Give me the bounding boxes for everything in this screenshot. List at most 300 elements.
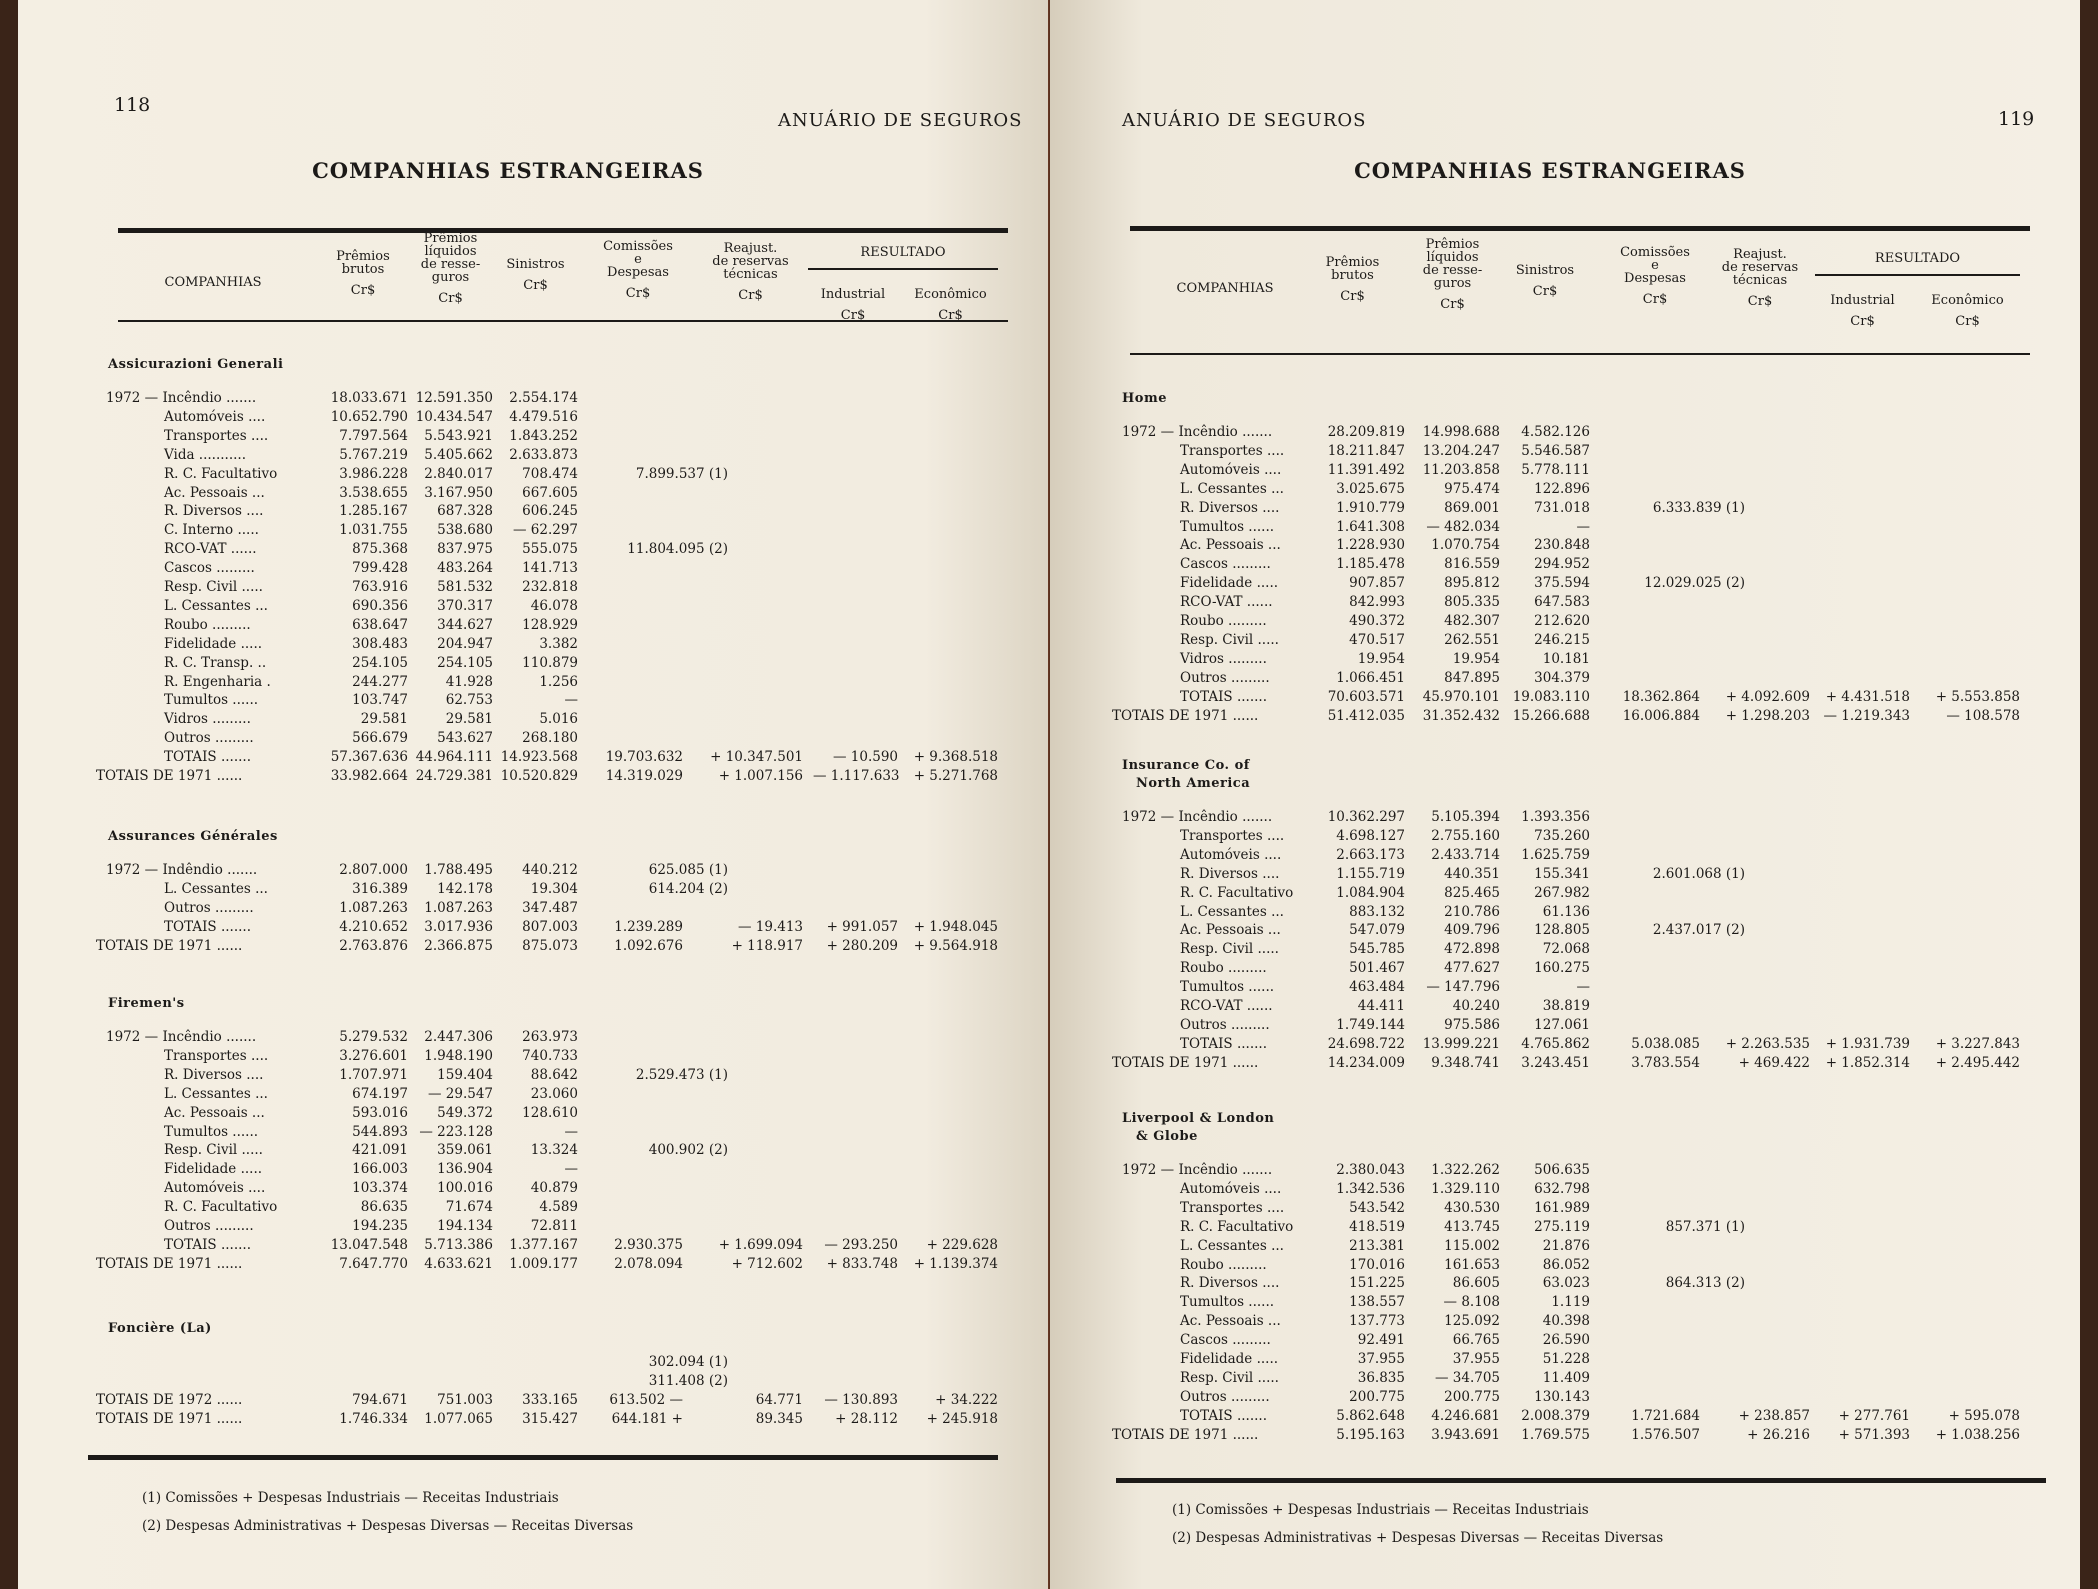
cell-c1: 1.228.930 <box>1336 537 1405 554</box>
right-page-content <box>1050 0 2080 1589</box>
row-label: R. Diversos .... <box>1180 1275 1280 1292</box>
row-label: C. Interno ..... <box>164 522 259 539</box>
row-label: TOTAIS DE 1971 ...... <box>1112 1426 1259 1443</box>
cell-c2: 1.329.110 <box>1431 1180 1500 1197</box>
table-row <box>18 900 1048 919</box>
cell-c1: 194.235 <box>352 1218 408 1234</box>
cell-c3: 1.009.177 <box>509 1255 578 1272</box>
cell-c1: 19.954 <box>1357 650 1405 667</box>
cell-c4: 7.899.537 (1) <box>635 465 728 482</box>
header-industrial: Industrial Cr$ <box>1830 293 1895 329</box>
cell-c2: 24.729.381 <box>415 768 493 784</box>
row-label: TOTAIS ....... <box>164 918 251 935</box>
cell-c1: 18.033.671 <box>330 390 408 406</box>
cell-c1: 3.025.675 <box>1336 480 1405 497</box>
cell-c3: 3.382 <box>539 635 578 652</box>
cell-c3: — <box>564 1161 578 1178</box>
cell-c3: 110.879 <box>522 654 578 671</box>
row-label: TOTAIS ....... <box>164 1236 251 1253</box>
left-page-content <box>18 0 1048 1589</box>
cell-c3: — <box>564 1123 578 1140</box>
footnote: (2) Despesas Administrativas + Despesas Diversas — Receitas Diversas <box>1172 1530 1664 1546</box>
cell-c2: 66.765 <box>1452 1332 1500 1349</box>
row-label: Resp. Civil ..... <box>164 579 263 595</box>
header-resultado: RESULTADO <box>860 245 946 260</box>
table-row <box>1050 809 2080 828</box>
table-row <box>1050 1408 2080 1427</box>
cell-c6: — 1.219.343 <box>1823 707 1910 724</box>
table-row <box>1050 1351 2080 1370</box>
cell-c4: 2.078.094 <box>614 1255 683 1272</box>
cell-c6: + 4.431.518 <box>1825 688 1910 705</box>
row-label: R. C. Facultativo <box>164 1199 278 1216</box>
table-row <box>18 730 1048 749</box>
row-label: R. C. Facultativo <box>164 465 278 482</box>
company-name <box>108 1320 212 1338</box>
table-row <box>1050 1219 2080 1238</box>
cell-c5: + 469.422 <box>1738 1054 1810 1071</box>
row-label: RCO-VAT ...... <box>1180 594 1273 611</box>
cell-c2: 687.328 <box>437 503 493 520</box>
cell-c2: 29.581 <box>445 711 493 728</box>
cell-c3: 294.952 <box>1534 556 1590 573</box>
cell-c2: 3.017.936 <box>424 918 493 935</box>
cell-c2: — 34.705 <box>1434 1369 1500 1386</box>
cell-c4: 14.319.029 <box>605 768 683 784</box>
cell-c3: 26.590 <box>1542 1332 1590 1349</box>
cell-c4: 16.006.884 <box>1622 707 1700 724</box>
table-row <box>18 1142 1048 1161</box>
table-header-rule <box>1130 353 2030 355</box>
table-row <box>1050 1055 2080 1074</box>
cell-c2: 538.680 <box>437 522 493 539</box>
cell-c1: 1.707.971 <box>339 1066 408 1083</box>
cell-c2: 4.246.681 <box>1431 1407 1500 1424</box>
cell-c2: 161.653 <box>1444 1256 1500 1273</box>
cell-c3: 4.582.126 <box>1521 424 1590 440</box>
row-label: 1972 — Indêndio ....... <box>106 862 258 878</box>
row-label: Outros ......... <box>164 899 254 916</box>
cell-c2: 1.077.065 <box>424 1410 493 1427</box>
header-premios-liquidos: Prêmios líquidos de resse- guros Cr$ <box>1422 237 1483 312</box>
row-label: L. Cessantes ... <box>1180 903 1284 920</box>
cell-c1: 5.279.532 <box>339 1029 408 1045</box>
cell-c3: 267.982 <box>1534 884 1590 901</box>
header-comissoes: Comissões e Despesas Cr$ <box>1620 245 1690 307</box>
cell-c3: 141.713 <box>522 560 578 577</box>
cell-c3: 875.073 <box>522 937 578 954</box>
cell-c3: 4.479.516 <box>509 408 578 425</box>
row-label: 1972 — Incêndio ....... <box>106 1029 257 1045</box>
row-label: Roubo ......... <box>164 616 251 633</box>
row-label: Fidelidade ..... <box>1180 1351 1279 1367</box>
row-label: Tumultos ...... <box>1180 518 1275 535</box>
cell-c1: 544.893 <box>352 1123 408 1140</box>
cell-c1: 28.209.819 <box>1327 424 1405 440</box>
row-label: R. Diversos .... <box>164 503 264 520</box>
cell-c1: 5.195.163 <box>1336 1426 1405 1443</box>
cell-c3: 232.818 <box>522 579 578 595</box>
cell-c6: + 280.209 <box>826 937 898 954</box>
cell-c3: 1.843.252 <box>509 427 578 444</box>
header-reajust: Reajust. de reservas técnicas Cr$ <box>1721 247 1799 309</box>
row-label: TOTAIS DE 1971 ...... <box>1112 1054 1259 1071</box>
cell-c6: — 1.117.633 <box>813 768 900 784</box>
cell-c2: 1.322.262 <box>1431 1162 1500 1178</box>
cell-c3: 19.304 <box>530 880 578 897</box>
row-label: Vidros ......... <box>1180 650 1267 667</box>
cell-c2: 482.307 <box>1444 613 1500 629</box>
row-label: R. Diversos .... <box>1180 499 1280 516</box>
row-label: Ac. Pessoais ... <box>1180 922 1281 939</box>
table-row <box>18 692 1048 711</box>
cell-c4: 614.204 (2) <box>648 880 728 897</box>
cell-c1: 566.679 <box>352 730 408 747</box>
cell-c3: — <box>1576 518 1590 535</box>
cell-c3: 2.554.174 <box>509 390 578 406</box>
cell-c6: + 277.761 <box>1838 1407 1910 1424</box>
cell-c1: 470.517 <box>1349 631 1405 648</box>
cell-c5: + 712.602 <box>731 1255 803 1272</box>
table-row <box>1050 443 2080 462</box>
cell-c1: 166.003 <box>352 1161 408 1178</box>
table-row <box>1050 960 2080 979</box>
cell-c2: 2.755.160 <box>1431 827 1500 844</box>
cell-c1: 86.635 <box>360 1199 408 1216</box>
cell-c2: 125.092 <box>1444 1313 1500 1330</box>
cell-c2: 200.775 <box>1444 1388 1500 1405</box>
cell-c1: 3.276.601 <box>339 1047 408 1064</box>
header-premios-liquidos: Prêmios líquidos de resse- guros Cr$ <box>420 231 481 306</box>
cell-c2: 1.948.190 <box>424 1047 493 1064</box>
cell-c3: 1.393.356 <box>1521 809 1590 825</box>
cell-c2: 1.788.495 <box>424 862 493 878</box>
cell-c3: 86.052 <box>1542 1256 1590 1273</box>
cell-c2: 472.898 <box>1444 941 1500 958</box>
cell-c2: 2.366.875 <box>424 937 493 954</box>
table-row <box>18 409 1048 428</box>
cell-c4: 1.239.289 <box>614 918 683 935</box>
cell-c3: 130.143 <box>1534 1388 1590 1405</box>
header-companhias: COMPANHIAS <box>1176 281 1274 296</box>
cell-c2: 254.105 <box>437 654 493 671</box>
row-label: Outros ......... <box>1180 1016 1270 1033</box>
cell-c2: 31.352.432 <box>1422 707 1500 724</box>
cell-c1: 543.542 <box>1349 1199 1405 1216</box>
cell-c6: + 1.852.314 <box>1825 1054 1910 1071</box>
cell-c2: 975.586 <box>1444 1016 1500 1033</box>
cell-c3: 122.896 <box>1534 480 1590 497</box>
footnote: (2) Despesas Administrativas + Despesas Diversas — Receitas Diversas <box>142 1518 634 1534</box>
table-row <box>1050 941 2080 960</box>
company-name-line: Assurances Générales <box>108 829 278 844</box>
cell-c1: 501.467 <box>1349 960 1405 977</box>
row-label: TOTAIS DE 1971 ...... <box>96 937 243 954</box>
cell-c3: 347.487 <box>522 899 578 916</box>
cell-c4: 3.783.554 <box>1631 1054 1700 1071</box>
row-label: Resp. Civil ..... <box>1180 631 1279 648</box>
cell-c3: 1.377.167 <box>509 1236 578 1253</box>
cell-c2: 409.796 <box>1444 922 1500 939</box>
cell-c1: 1.641.308 <box>1336 518 1405 535</box>
cell-c2: 86.605 <box>1452 1275 1500 1292</box>
cell-c5: + 10.347.501 <box>710 749 803 766</box>
row-label: Fidelidade ..... <box>1180 575 1279 592</box>
cell-c3: 2.008.379 <box>1521 1407 1590 1424</box>
cell-c1: 170.016 <box>1349 1256 1405 1273</box>
cell-c6: + 28.112 <box>835 1410 898 1427</box>
table-row <box>18 919 1048 938</box>
cell-c5: + 1.298.203 <box>1725 707 1810 724</box>
cell-c7: + 2.495.442 <box>1935 1054 2020 1071</box>
cell-c3: 63.023 <box>1542 1275 1590 1292</box>
company-name-line: Liverpool & London <box>1122 1111 1275 1126</box>
cell-c2: 1.087.263 <box>424 899 493 916</box>
row-label: Transportes .... <box>1180 1199 1285 1216</box>
cell-c1: 1.031.755 <box>339 522 408 539</box>
cell-c2: 14.998.688 <box>1422 424 1500 440</box>
cell-c3: 5.778.111 <box>1521 461 1590 478</box>
cell-c2: 19.954 <box>1452 650 1500 667</box>
row-label: Roubo ......... <box>1180 1256 1267 1273</box>
row-label: TOTAIS DE 1971 ...... <box>96 1255 243 1272</box>
page-title: COMPANHIAS ESTRANGEIRAS <box>312 158 704 183</box>
row-label: R. C. Facultativo <box>1180 884 1294 901</box>
cell-c2: 440.351 <box>1444 865 1500 882</box>
row-label: R. Diversos .... <box>164 1066 264 1083</box>
cell-c6: — 10.590 <box>832 749 898 766</box>
table-row <box>18 1218 1048 1237</box>
cell-c2: 825.465 <box>1444 884 1500 901</box>
row-label: Roubo ......... <box>1180 613 1267 629</box>
cell-c3: 731.018 <box>1534 499 1590 516</box>
cell-c1: 2.763.876 <box>339 937 408 954</box>
table-row <box>18 503 1048 522</box>
cell-c2: 895.812 <box>1444 575 1500 592</box>
cell-c3: 268.180 <box>522 730 578 747</box>
table-row <box>18 1237 1048 1256</box>
row-label: RCO-VAT ...... <box>1180 998 1273 1014</box>
table-row <box>18 1411 1048 1430</box>
cell-c1: 674.197 <box>352 1085 408 1102</box>
table-row <box>1050 979 2080 998</box>
cell-c2: 3.943.691 <box>1431 1426 1500 1443</box>
header-sinistros: Sinistros Cr$ <box>1515 263 1575 299</box>
cell-c2: — 29.547 <box>427 1085 493 1102</box>
cell-c3: 13.324 <box>530 1142 578 1159</box>
cell-c3: 23.060 <box>530 1085 578 1102</box>
cell-c6: + 571.393 <box>1838 1426 1910 1443</box>
table-row <box>1050 519 2080 538</box>
cell-c3: 19.083.110 <box>1512 688 1590 705</box>
table-row <box>18 881 1048 900</box>
table-row <box>18 1105 1048 1124</box>
cell-c1: 7.647.770 <box>339 1255 408 1272</box>
cell-c3: 128.929 <box>522 616 578 633</box>
cell-c4: 311.408 (2) <box>648 1372 728 1389</box>
table-row <box>1050 1200 2080 1219</box>
cell-c3: 740.733 <box>522 1047 578 1064</box>
table-row <box>1050 828 2080 847</box>
cell-c3: 160.275 <box>1534 960 1590 977</box>
table-row <box>1050 1389 2080 1408</box>
cell-c2: — 482.034 <box>1426 518 1500 535</box>
cell-c5: + 1.007.156 <box>718 768 803 784</box>
cell-c2: 477.627 <box>1444 960 1500 977</box>
cell-c1: 842.993 <box>1349 594 1405 611</box>
row-label: Cascos ......... <box>1180 1332 1271 1349</box>
cell-c4: 1.092.676 <box>614 937 683 954</box>
cell-c2: — 147.796 <box>1426 979 1500 996</box>
cell-c3: 647.583 <box>1534 594 1590 611</box>
cell-c2: 142.178 <box>437 880 493 897</box>
row-label: L. Cessantes ... <box>1180 480 1284 497</box>
cell-c1: 1.185.478 <box>1336 556 1405 573</box>
cell-c1: 18.211.847 <box>1327 442 1405 459</box>
company-name-line: Firemen's <box>108 996 185 1011</box>
cell-c3: 230.848 <box>1534 537 1590 554</box>
page-number: 119 <box>1998 108 2035 130</box>
table-row <box>18 1067 1048 1086</box>
header-premios-brutos: Prêmios brutos Cr$ <box>1325 255 1380 304</box>
row-label: Cascos ......... <box>164 560 255 577</box>
cell-c7: + 5.271.768 <box>913 768 998 784</box>
row-label: Tumultos ...... <box>1180 979 1275 996</box>
cell-c2: 12.591.350 <box>415 390 493 406</box>
table-row <box>1050 1017 2080 1036</box>
footnote-rule <box>1116 1478 2046 1483</box>
cell-c2: 359.061 <box>437 1142 493 1159</box>
cell-c2: 869.001 <box>1444 499 1500 516</box>
cell-c3: 4.589 <box>539 1199 578 1216</box>
cell-c1: 14.234.009 <box>1327 1054 1405 1071</box>
table-row <box>1050 1313 2080 1332</box>
cell-c2: 2.447.306 <box>424 1029 493 1045</box>
cell-c1: 137.773 <box>1349 1313 1405 1330</box>
table-row <box>18 1392 1048 1411</box>
cell-c3: — <box>564 692 578 709</box>
row-label: R. Diversos .... <box>1180 865 1280 882</box>
table-row <box>18 598 1048 617</box>
table-row <box>18 522 1048 541</box>
cell-c4: 1.576.507 <box>1631 1426 1700 1443</box>
cell-c1: 1.087.263 <box>339 899 408 916</box>
table-row <box>18 617 1048 636</box>
cell-c7: + 5.553.858 <box>1935 688 2020 705</box>
cell-c2: 37.955 <box>1452 1351 1500 1367</box>
row-label: TOTAIS ....... <box>164 749 251 766</box>
cell-c5: + 4.092.609 <box>1725 688 1810 705</box>
row-label: Automóveis .... <box>1180 846 1282 863</box>
header-resultado: RESULTADO <box>1874 251 1961 266</box>
row-label: Cascos ......... <box>1180 556 1271 573</box>
cell-c1: 29.581 <box>360 711 408 728</box>
cell-c1: 690.356 <box>352 597 408 614</box>
table-row <box>18 466 1048 485</box>
footnote: (1) Comissões + Despesas Industriais — Receitas Industriais <box>1172 1502 1589 1518</box>
cell-c1: 547.079 <box>1349 922 1405 939</box>
table-row <box>18 711 1048 730</box>
table-row <box>1050 424 2080 443</box>
cell-c1: 7.797.564 <box>339 427 408 444</box>
cell-c4: 12.029.025 (2) <box>1644 575 1745 592</box>
cell-c3: 3.243.451 <box>1521 1054 1590 1071</box>
table-row <box>1050 632 2080 651</box>
table-row <box>1050 481 2080 500</box>
cell-c5: + 118.917 <box>731 937 803 954</box>
cell-c5: + 238.857 <box>1738 1407 1810 1424</box>
table-row <box>18 655 1048 674</box>
cell-c3: 212.620 <box>1534 613 1590 629</box>
table-row <box>1050 847 2080 866</box>
table-row <box>1050 651 2080 670</box>
cell-c1: 799.428 <box>352 560 408 577</box>
cell-c3: 127.061 <box>1534 1016 1590 1033</box>
cell-c1: 2.807.000 <box>339 862 408 878</box>
cell-c1: 545.785 <box>1349 941 1405 958</box>
cell-c1: 138.557 <box>1349 1294 1405 1311</box>
cell-c4: 2.930.375 <box>614 1236 683 1253</box>
cell-c1: 490.372 <box>1349 613 1405 629</box>
row-label: R. C. Transp. .. <box>164 654 267 671</box>
table-top-rule <box>1130 226 2030 231</box>
cell-c2: 816.559 <box>1444 556 1500 573</box>
cell-c3: 88.642 <box>530 1066 578 1083</box>
footnote: (1) Comissões + Despesas Industriais — Receitas Industriais <box>142 1490 559 1506</box>
cell-c2: — 223.128 <box>419 1123 493 1140</box>
company-name-line: Home <box>1122 391 1167 406</box>
cell-c2: 413.745 <box>1444 1218 1500 1235</box>
table-row <box>1050 866 2080 885</box>
cell-c4: 5.038.085 <box>1631 1035 1700 1052</box>
cell-c2: 136.904 <box>437 1161 493 1178</box>
cell-c4: 11.804.095 (2) <box>627 541 728 558</box>
cell-c2: 41.928 <box>445 673 493 690</box>
table-row <box>18 1086 1048 1105</box>
cell-c3: 155.341 <box>1534 865 1590 882</box>
cell-c1: 1.910.779 <box>1336 499 1405 516</box>
table-row <box>1050 594 2080 613</box>
cell-c2: 159.404 <box>437 1066 493 1083</box>
cell-c7: + 9.368.518 <box>913 749 998 766</box>
table-row <box>1050 708 2080 727</box>
cell-c3: 632.798 <box>1534 1180 1590 1197</box>
cell-c3: 304.379 <box>1534 669 1590 686</box>
cell-c3: 5.016 <box>539 711 578 728</box>
row-label: Automóveis .... <box>1180 461 1282 478</box>
row-label: Outros ......... <box>164 1218 254 1234</box>
cell-c3: 315.427 <box>522 1410 578 1427</box>
row-label: Outros ......... <box>164 730 254 747</box>
cell-c2: 370.317 <box>437 597 493 614</box>
row-label: Ac. Pessoais ... <box>164 1104 265 1121</box>
cell-c1: 316.389 <box>352 880 408 897</box>
cell-c2: 62.753 <box>445 692 493 709</box>
cell-c2: 100.016 <box>437 1180 493 1197</box>
cell-c2: 837.975 <box>437 541 493 558</box>
row-label: TOTAIS ....... <box>1180 1035 1267 1052</box>
cell-c3: 38.819 <box>1542 998 1590 1014</box>
cell-c1: 1.155.719 <box>1336 865 1405 882</box>
cell-c1: 308.483 <box>352 635 408 652</box>
cell-c3: 1.769.575 <box>1521 1426 1590 1443</box>
row-label: L. Cessantes ... <box>164 1085 268 1102</box>
header-comissoes: Comissões e Despesas Cr$ <box>603 239 673 301</box>
table-row <box>18 1256 1048 1275</box>
cell-c1: 883.132 <box>1349 903 1405 920</box>
company-name <box>108 828 278 846</box>
cell-c2: 45.970.101 <box>1422 688 1500 705</box>
